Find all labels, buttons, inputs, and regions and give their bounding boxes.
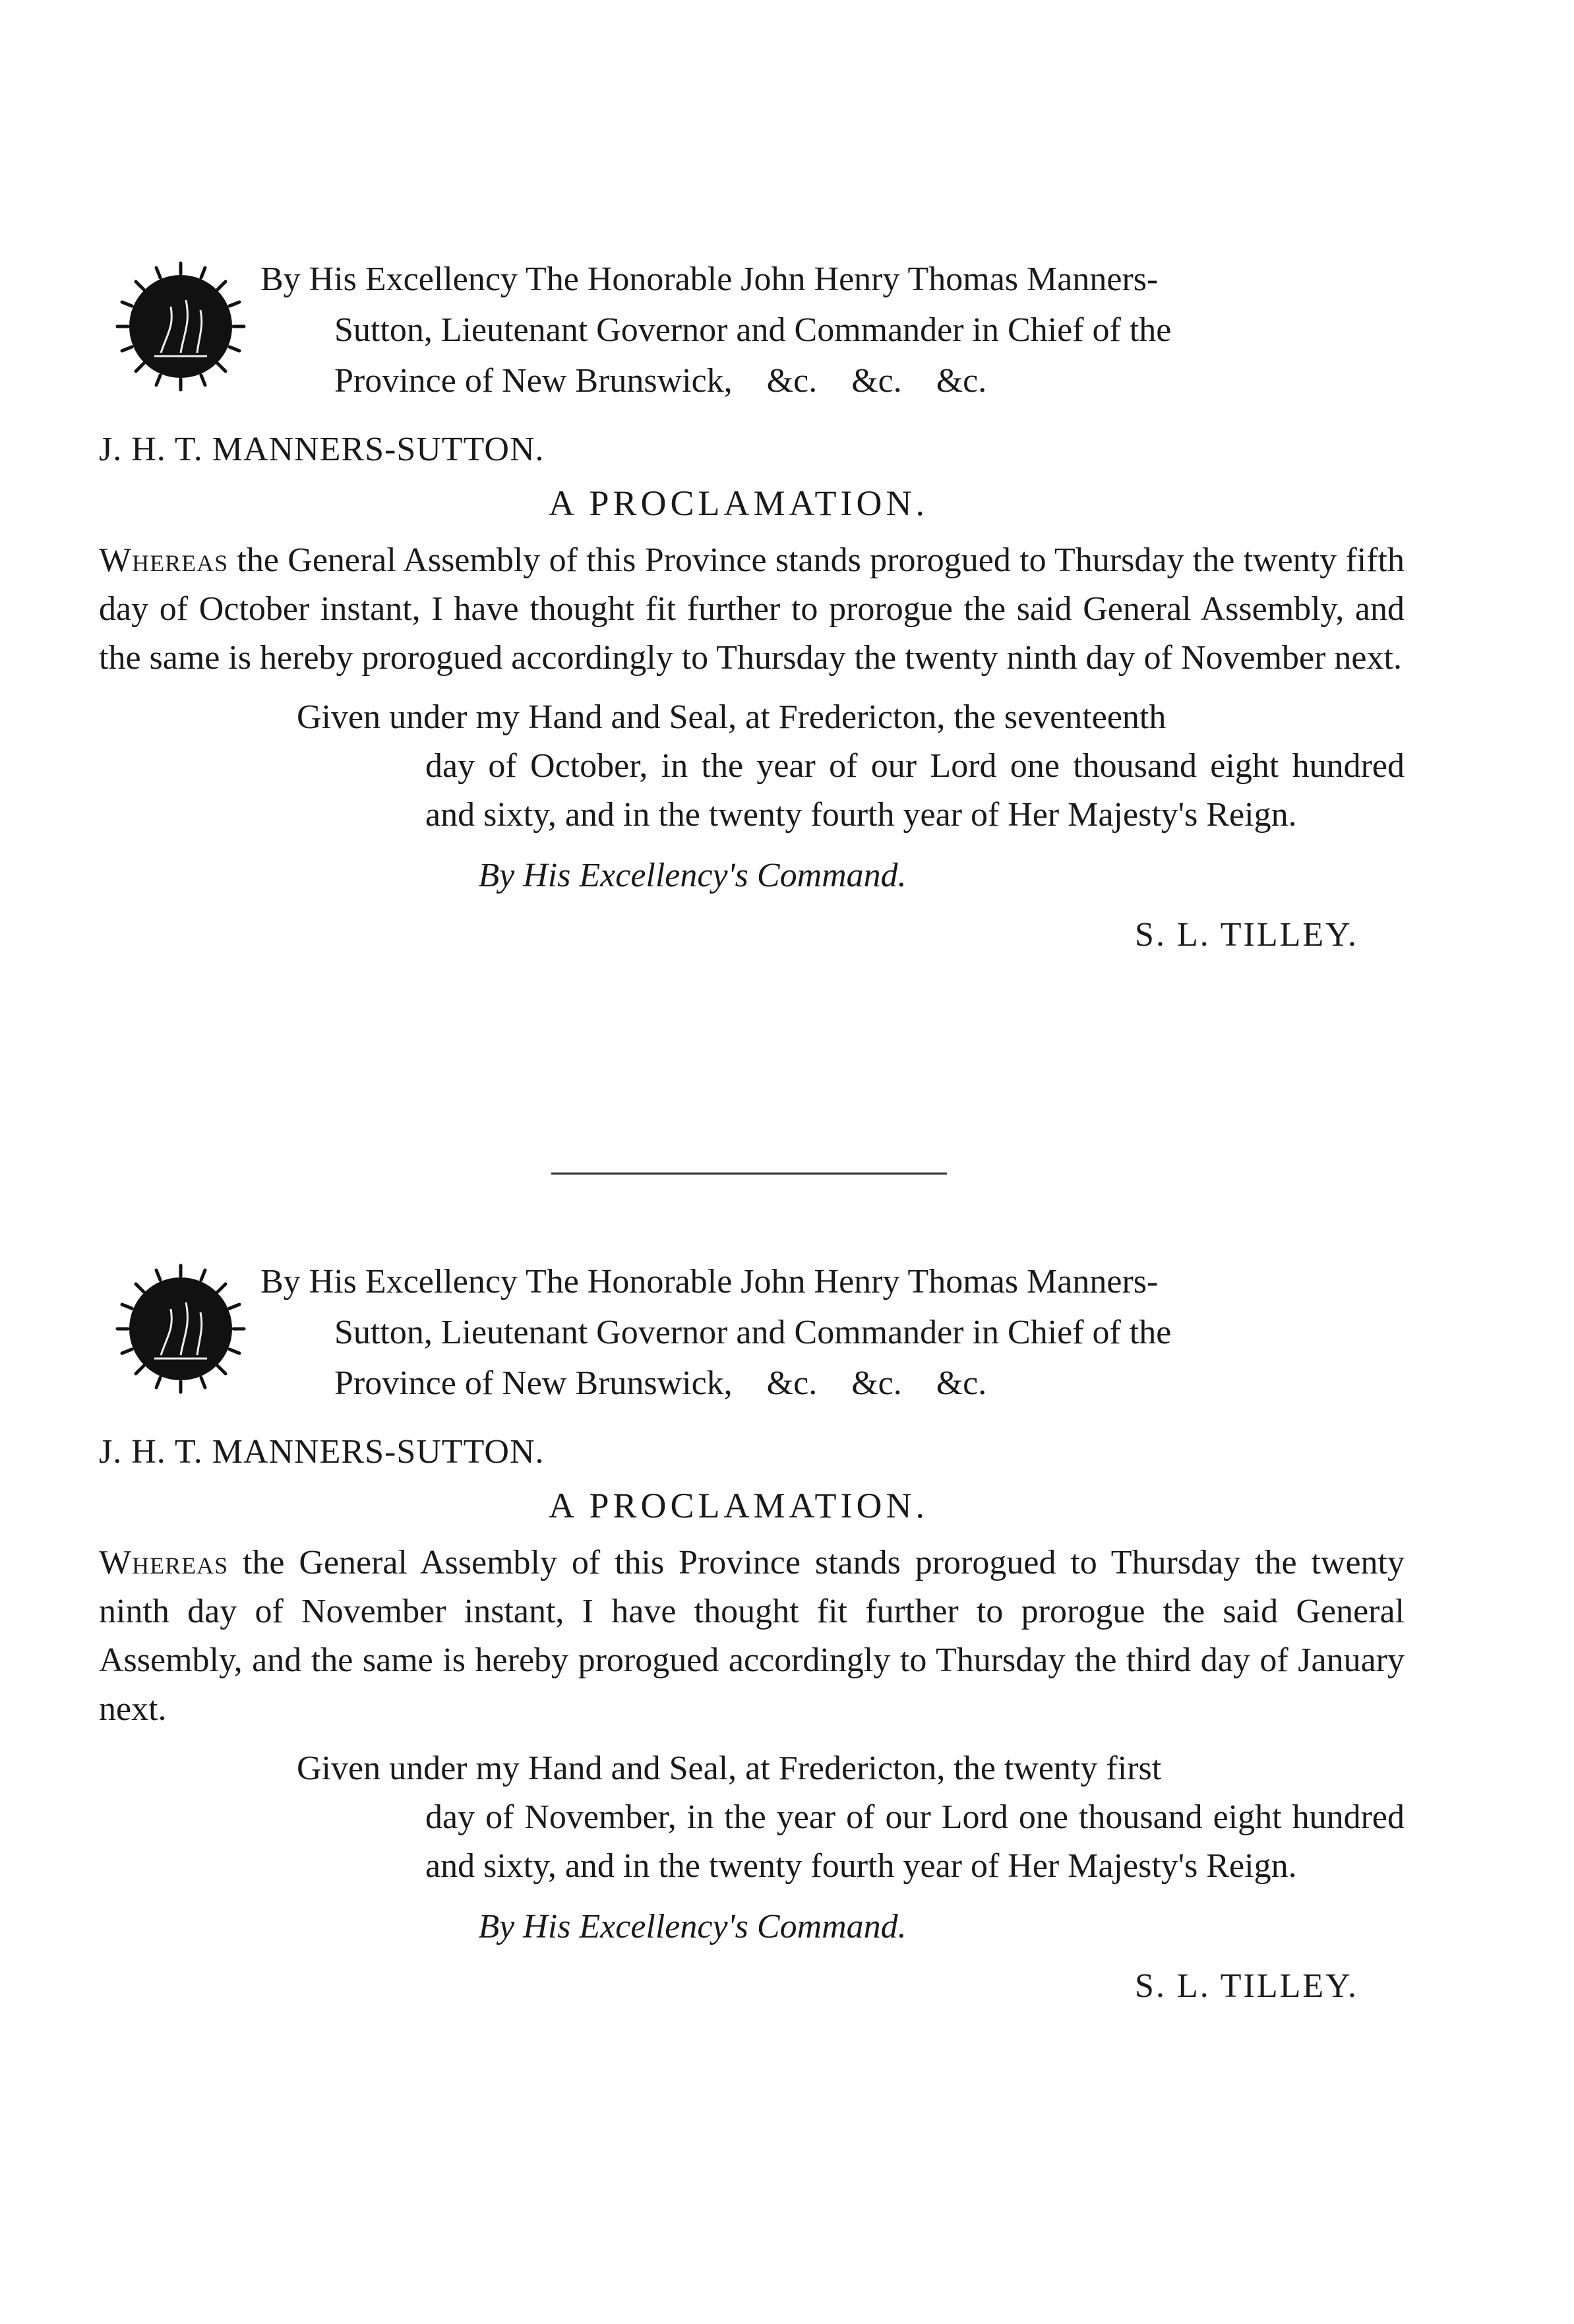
proclamation-title: A PROCLAMATION. [548,483,929,523]
proclamation-header [99,254,1405,419]
byline-line-1: By His Excellency The Honorable John Henry Thomas Manners- [260,260,1159,298]
proclamation-2 [99,1256,1405,2011]
section-divider [551,1173,947,1175]
proclamation-body [99,1539,1405,1734]
seal-icon [115,1263,247,1395]
given-clause [99,1744,1405,1891]
given-first-line: Given under my Hand and Seal, at Fredericton, the seventeenth [297,698,1166,736]
given-rest: day of November, in the year of our Lord one thousand eight hundred and sixty, and in the twenty fourth year of Her Majesty's Reign. [425,1798,1405,1885]
body-text: the General Assembly of this Province stands prorogued to Thursday the twenty ninth day of November instant, I have thought fit further to prorogue the said General Assembly, and the same is hereby prorogued accordingly to Thursday the third day of January next. [99,1544,1405,1728]
byline-line-3: Province of New Brunswick, &c. &c. &c. [334,1364,987,1402]
byline [260,1256,1405,1409]
given-first-line: Given under my Hand and Seal, at Fredericton, the twenty first [297,1750,1162,1787]
byline-line-3: Province of New Brunswick, &c. &c. &c. [334,362,987,400]
given-rest: day of October, in the year of our Lord one thousand eight hundred and sixty, and in the twenty fourth year of Her Majesty's Reign. [425,747,1405,834]
command-line: By His Excellency's Command. [478,1908,907,1945]
governor-signature: J. H. T. MANNERS-SUTTON. [99,431,545,468]
command-line: By His Excellency's Command. [478,857,907,894]
proclamation-title: A PROCLAMATION. [548,1486,929,1525]
secretary-signature: S. L. TILLEY. [1135,1967,1358,2005]
governor-signature: J. H. T. MANNERS-SUTTON. [99,1433,545,1471]
proclamation-1 [99,254,1405,960]
byline-line-2: Sutton, Lieutenant Governor and Commander in Chief of the [334,311,1172,349]
byline [260,254,1405,406]
body-text: the General Assembly of this Province stands prorogued to Thursday the twenty fifth day of October instant, I have thought fit further to prorogue the said General Assembly, and the same is hereby prorogued accordingly to Thursday the twenty ninth day of November next. [99,541,1405,677]
body-lead-word: Whereas [99,541,229,579]
proclamation-header [99,1256,1405,1421]
body-lead-word: Whereas [99,1544,229,1581]
byline-line-2: Sutton, Lieutenant Governor and Commander in Chief of the [334,1314,1172,1351]
byline-line-1: By His Excellency The Honorable John Henry Thomas Manners- [260,1263,1159,1300]
given-clause [99,693,1405,840]
secretary-signature: S. L. TILLEY. [1135,916,1358,954]
seal-icon [115,260,247,392]
proclamation-body [99,536,1405,683]
